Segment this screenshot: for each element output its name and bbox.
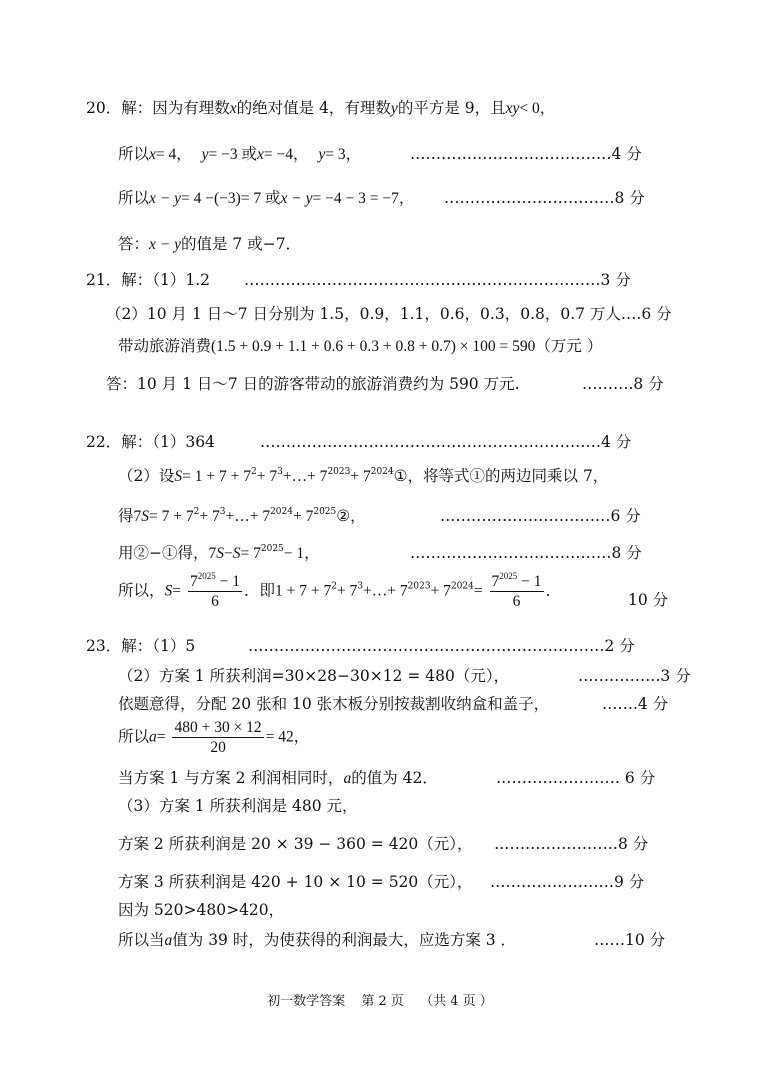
q22-result: 所以，S= $\frac{7^{2025} - 1}{6}$ ．即$1 + 7 + 7^2+$ $7^3+\dots+ 7^{2023}+ 7^{2024}=$ $\frac{7^{2025} - 1}{6}$ ． [118,571,562,610]
sum-fraction: $\frac{7^{2025} - 1}{6}$ [189,571,240,610]
q23-plan2-profit: 方案 2 所获利润是 20 × 39 − 360 = 420（元）， [118,835,473,853]
q20-answer: 答：x − y的值是 7 或−7． [118,235,302,253]
q23-heading: 23．解：（1）5 [86,637,196,655]
q21-consumption: 带动旅游消费(1.5 + 0.9 + 1.1 + 0.6 + 0.3 + 0.8 + 0.7) × 100 = 590（万元 ） [118,337,603,355]
q22-subtract: 用②−①得，$7S-S= 7^{2025}- 1$， [118,544,320,562]
q20-step1-score: …………………………………4 分 [410,145,642,163]
q23-equal-profit-score: …………………… 6 分 [496,769,656,787]
q23-part3-plan1: （3）方案 1 所获利润是 480 元， [118,797,358,815]
page-footer [0,990,760,1009]
q23-equal-profit: 当方案 1 与方案 2 利润相同时，a的值为 42． [118,769,438,787]
q20-step2: 所以x − y= 4 −(−3)= 7 或x − y= −4 − 3 = −7， [118,189,415,207]
q22-subtract-score: …………………………………8 分 [410,544,642,562]
q22-multiply-score: ……………………………6 分 [440,507,641,525]
q20-step1: 所以x= 4， y= −3 或x= −4， y= 3， [118,145,362,163]
q23-conclusion: 所以当a值为 39 时，为使获得的利润最大，应选方案 3 ． [118,931,517,949]
a-fraction: $\frac{480 + 30 \times 12}{20}$ [174,719,262,756]
footer-page-number: 第 2 页 [361,994,404,1009]
q21-heading: 21．解：（1）1.2 [86,271,210,289]
q21-answer-score: ……….8 分 [582,375,664,393]
q21-answer: 答：10 月 1 日～7 日的游客带动的旅游消费约为 590 万元. [106,375,520,393]
q23-part1-score: ……………………………………………………………2 分 [248,637,635,655]
q22-result-score: 10 分 [628,591,669,609]
q23-a-formula: 所以a= $\frac{480 + 30 \times 12}{20}$ = 42， [118,719,310,756]
q23-plan3-score: ……………………9 分 [490,873,645,891]
q22-heading: 22．解：（1）364 [86,433,215,451]
sum-fraction-repeat: $\frac{7^{2025} - 1}{6}$ [491,571,542,610]
q23-conclusion-score: ……10 分 [594,931,666,949]
q23-allocation-score: …….4 分 [602,695,669,713]
q23-plan1-profit: （2）方案 1 所获利润=30×28−30×12 = 480（元）， [118,667,510,685]
footer-course: 初一数学答案 [267,994,346,1009]
q20-heading: 20．解：因为有理数x的绝对值是 4，有理数y的平方是 9，且xy< 0， [86,99,556,117]
q21-part2: （2）10 月 1 日～7 日分别为 1.5，0.9，1.1，0.6，0.3，0.8，0.7 万人….6 分 [106,305,672,323]
q23-plan1-score: …………….3 分 [578,667,691,685]
q23-allocation: 依题意得，分配 20 张和 10 张木板分别按裁割收纳盒和盖子， [118,695,550,713]
q22-multiply: 得$7S= 7 + 7^2+$ $7^3+\dots+ 7^{2024}+$ $7^{2025}②$， [118,507,366,525]
q21-part1-score: ……………………………………………………………3 分 [244,271,631,289]
footer-total-pages: （共 4 页 ） [420,994,493,1009]
q23-plan3-profit: 方案 3 所获利润是 420 + 10 × 10 = 520（元）， [118,873,473,891]
q22-part1-score: …………………………………………………………4 分 [260,433,632,451]
q23-comparison: 因为 520>480>420， [118,901,285,919]
q20-step2-score: ……………………………8 分 [444,189,645,207]
q23-plan2-score: ……………………8 分 [494,835,649,853]
q22-define-sum: （2）设$S= 1 + 7 + 7^2+$ $7^3+\dots+ 7^{2023}+$ $7^{2024}①$，将等式①的两边同乘以 7， [118,467,609,485]
